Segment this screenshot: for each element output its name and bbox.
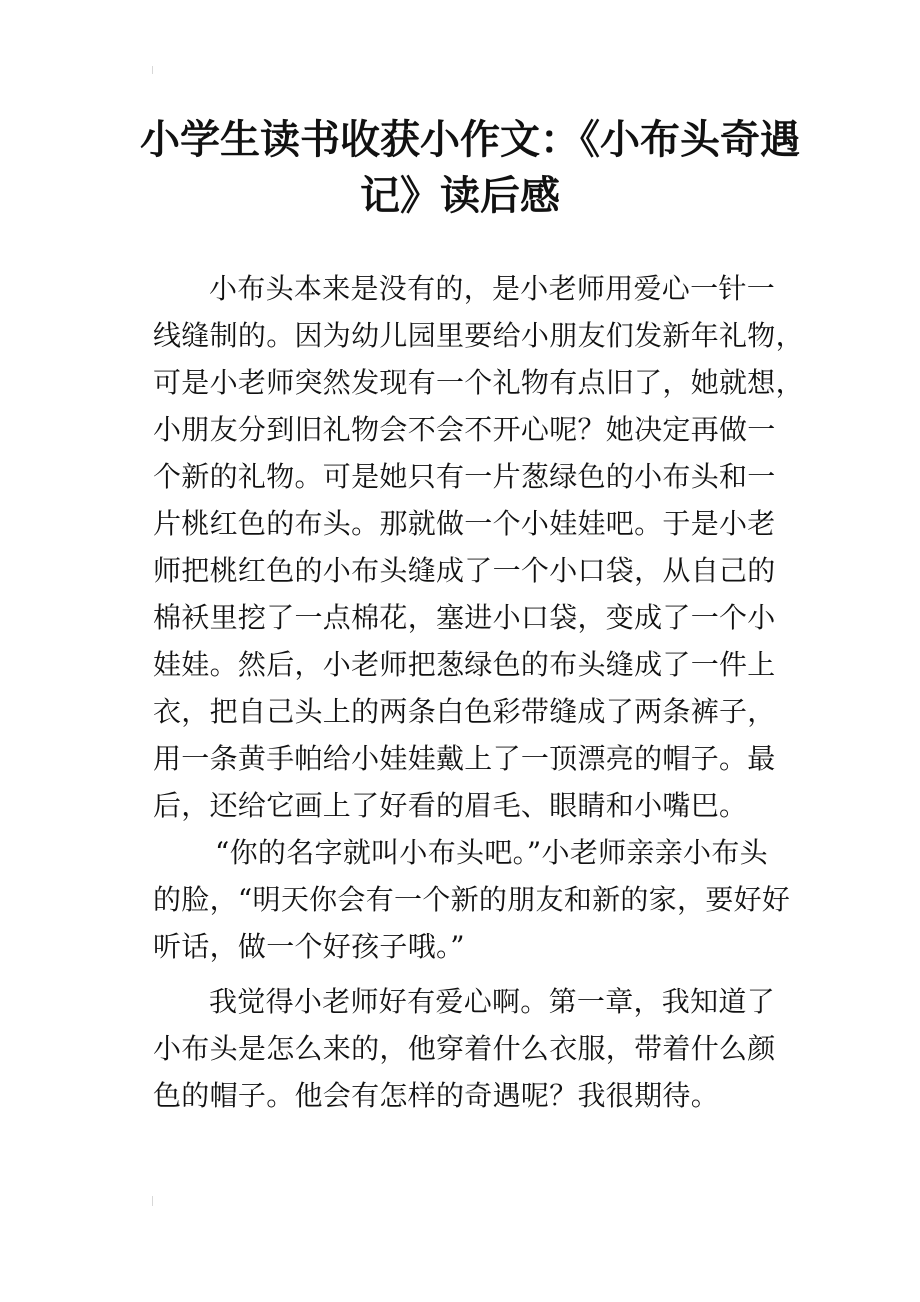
text-line: 小朋友分到旧礼物会不会不开心呢？她决定再做一 (153, 413, 776, 446)
text-line: 娃娃。然后，小老师把葱绿色的布头缝成了一件上 (153, 648, 776, 681)
text-line: 小布头是怎么来的，他穿着什么衣服，带着什么颜 (153, 1032, 776, 1065)
text-line: 片桃红色的布头。那就做一个小娃娃吧。于是小老 (153, 507, 776, 540)
text-line: 师把桃红色的小布头缝成了一个小口袋，从自己的 (153, 554, 776, 587)
paragraph (153, 829, 791, 970)
text-line: 用一条黄手帕给小娃娃戴上了一顶漂亮的帽子。最 (153, 742, 776, 775)
document-title (140, 112, 800, 224)
paragraph-spacer (153, 970, 773, 978)
text-line: 线缝制的。因为幼儿园里要给小朋友们发新年礼物， (153, 319, 804, 352)
text-line: 棉袄里挖了一点棉花，塞进小口袋，变成了一个小 (153, 601, 776, 634)
text-line: 可是小老师突然发现有一个礼物有点旧了，她就想， (153, 366, 804, 399)
title-line: 记》读后感 (360, 173, 560, 219)
text-line: 我觉得小老师好有爱心啊。第一章，我知道了 (209, 985, 776, 1018)
document-body (153, 265, 804, 1119)
text-line: 衣，把自己头上的两条白色彩带缝成了两条裤子， (153, 695, 776, 728)
page-corner-mark (152, 1196, 159, 1206)
text-line: 小布头本来是没有的，是小老师用爱心一针一 (209, 272, 776, 305)
text-line: 后，还给它画上了好看的眉毛、眼睛和小嘴巴。 (153, 789, 748, 822)
text-line: 色的帽子。他会有怎样的奇遇呢？我很期待。 (153, 1079, 720, 1112)
paragraph (153, 978, 776, 1119)
paragraph (153, 265, 804, 829)
text-line: “你的名字就叫小布头吧。”小老师亲亲小布头 (215, 836, 768, 869)
page-corner-mark (152, 66, 159, 74)
title-line: 小学生读书收获小作文：《小布头奇遇 (140, 117, 800, 163)
text-line: 听话，做一个好孩子哦。” (153, 930, 465, 963)
text-line: 个新的礼物。可是她只有一片葱绿色的小布头和一 (153, 460, 776, 493)
text-line: 的脸，“明天你会有一个新的朋友和新的家，要好好 (153, 883, 791, 916)
